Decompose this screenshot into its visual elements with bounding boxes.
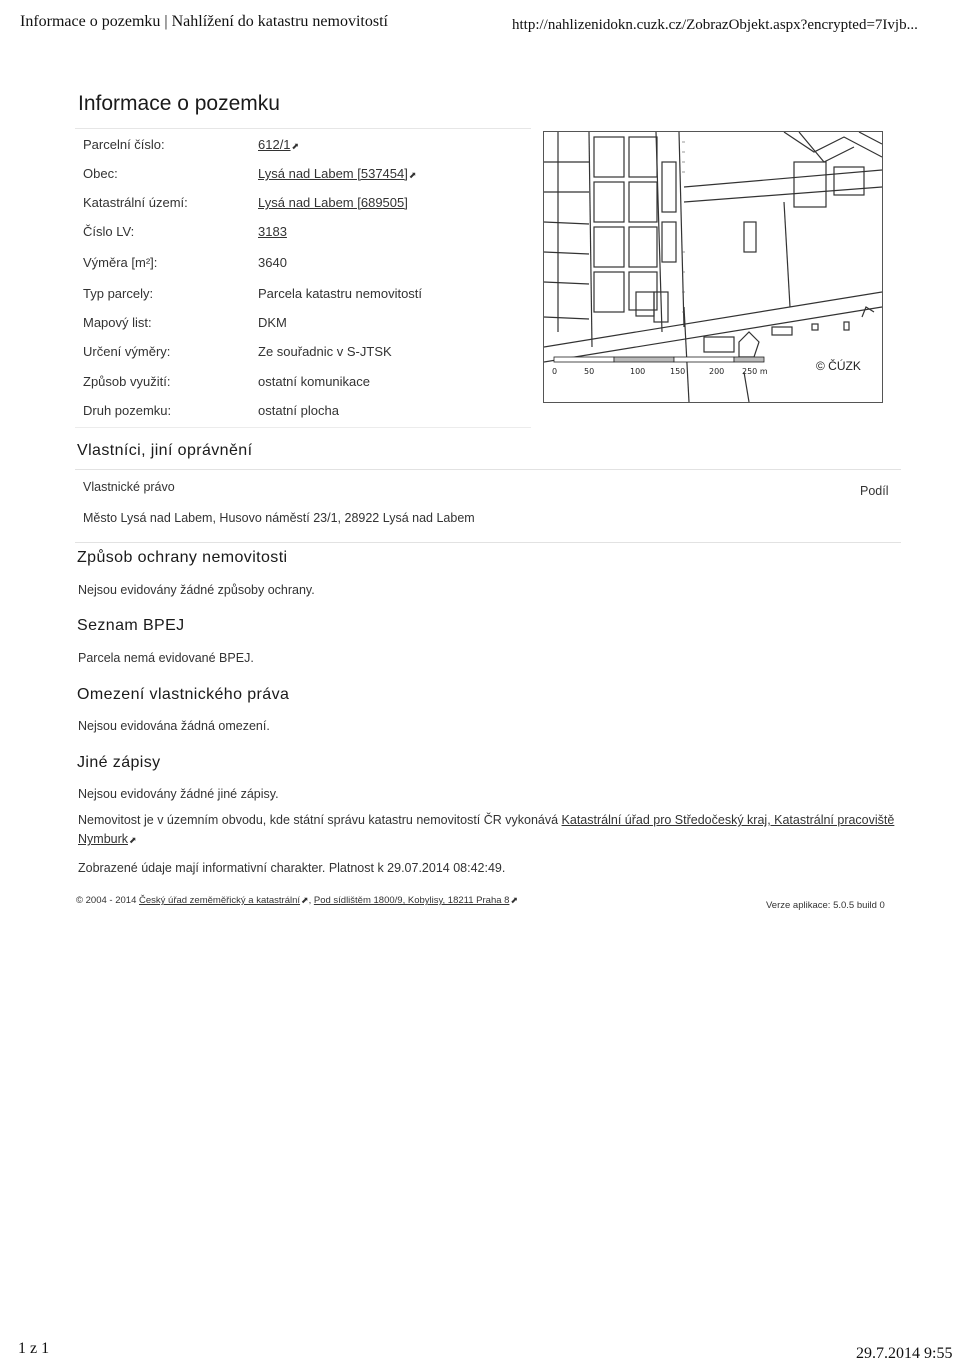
parcel-type-value: Parcela katastru nemovitostí xyxy=(258,286,423,301)
external-link-icon: ⬈ xyxy=(129,835,137,845)
cadastral-office-link[interactable]: Katastrální úřad pro Středočeský kraj, Katastrální pracoviště Nymburk xyxy=(78,813,895,846)
share-column-header: Podíl xyxy=(860,484,889,498)
other-records-text: Nejsou evidovány žádné jiné zápisy. xyxy=(78,787,279,801)
cadastral-map-drawing xyxy=(544,132,882,402)
map-copyright: © ČÚZK xyxy=(816,359,861,373)
area-determination-label: Určení výměry: xyxy=(83,344,171,359)
print-header-url: http://nahlizenidokn.cuzk.cz/ZobrazObjekt.aspx?encrypted=7Ivjb... xyxy=(512,17,918,33)
protection-heading: Způsob ochrany nemovitosti xyxy=(77,549,288,566)
restrictions-heading: Omezení vlastnického práva xyxy=(77,686,290,703)
scale-label-0: 0 xyxy=(552,367,558,376)
app-version: Verze aplikace: 5.0.5 build 0 xyxy=(766,900,885,911)
print-date: 29.7.2014 9:55 xyxy=(856,1345,953,1362)
municipality-label: Obec: xyxy=(83,166,118,181)
ownership-type-label: Vlastnické právo xyxy=(83,480,175,494)
parcel-type-label: Typ parcely: xyxy=(83,286,154,301)
scale-label-200: 200 xyxy=(709,367,725,376)
scale-label-50: 50 xyxy=(584,367,595,376)
print-header-title: Informace o pozemku | Nahlížení do katastru nemovitostí xyxy=(20,13,388,30)
address-link[interactable]: Pod sídlištěm 1800/9, Kobylisy, 18211 Praha 8 xyxy=(313,895,510,906)
cadastral-area-label: Katastrální území: xyxy=(83,195,188,210)
lv-number-label: Číslo LV: xyxy=(83,224,135,239)
municipality-link[interactable]: Lysá nad Labem [537454] xyxy=(258,166,408,181)
copyright-prefix: © 2004 - 2014 xyxy=(76,895,139,906)
map-sheet-label: Mapový list: xyxy=(83,315,152,330)
area-determination-value: Ze souřadnic v S-JTSK xyxy=(258,344,392,359)
land-type-value: ostatní plocha xyxy=(258,403,339,418)
office-note xyxy=(78,811,898,850)
external-link-icon: ⬈ xyxy=(408,170,417,180)
parcel-number-label: Parcelní číslo: xyxy=(83,137,165,152)
restrictions-text: Nejsou evidována žádná omezení. xyxy=(78,719,270,733)
owners-table xyxy=(75,469,901,543)
external-link-icon: ⬈ xyxy=(291,141,300,151)
bpej-heading: Seznam BPEJ xyxy=(77,617,185,634)
cuzk-link[interactable]: Český úřad zeměměřický a katastrální xyxy=(139,895,301,906)
land-type-label: Druh pozemku: xyxy=(83,403,172,418)
footer-copyright: © 2004 - 2014 Český úřad zeměměřický a katastrální⬈, Pod sídlištěm 1800/9, Kobylisy, 18211 Praha 8⬈ xyxy=(76,895,518,906)
land-use-value: ostatní komunikace xyxy=(258,374,371,389)
external-link-icon: ⬈ xyxy=(510,895,518,905)
external-link-icon: ⬈ xyxy=(301,895,309,905)
cadastral-map[interactable] xyxy=(543,131,883,403)
validity-note: Zobrazené údaje mají informativní charakter. Platnost k 29.07.2014 08:42:49. xyxy=(78,861,506,875)
lv-number-link[interactable]: 3183 xyxy=(258,224,287,239)
scale-label-150: 150 xyxy=(670,367,686,376)
area-label: Výměra [m²]: xyxy=(83,255,158,270)
parcel-number-link[interactable]: 612/1 xyxy=(258,137,291,152)
owners-heading: Vlastníci, jiní oprávnění xyxy=(77,442,253,459)
area-value: 3640 xyxy=(258,255,287,270)
other-records-heading: Jiné zápisy xyxy=(77,754,161,771)
parcel-info-table xyxy=(75,128,531,428)
scale-label-250: 250 m xyxy=(742,367,768,376)
print-page-number: 1 z 1 xyxy=(18,1340,50,1357)
map-sheet-value: DKM xyxy=(258,315,287,330)
office-note-text: Nemovitost je v územním obvodu, kde státní správu katastru nemovitostí ČR vykonává xyxy=(78,813,562,827)
bpej-text: Parcela nemá evidované BPEJ. xyxy=(78,651,254,665)
cadastral-area-link[interactable]: Lysá nad Labem [689505] xyxy=(258,195,408,210)
scale-label-100: 100 xyxy=(630,367,646,376)
owner-entry: Město Lysá nad Labem, Husovo náměstí 23/1, 28922 Lysá nad Labem xyxy=(83,511,475,525)
land-use-label: Způsob využití: xyxy=(83,374,171,389)
page-title: Informace o pozemku xyxy=(78,92,280,115)
protection-text: Nejsou evidovány žádné způsoby ochrany. xyxy=(78,583,315,597)
